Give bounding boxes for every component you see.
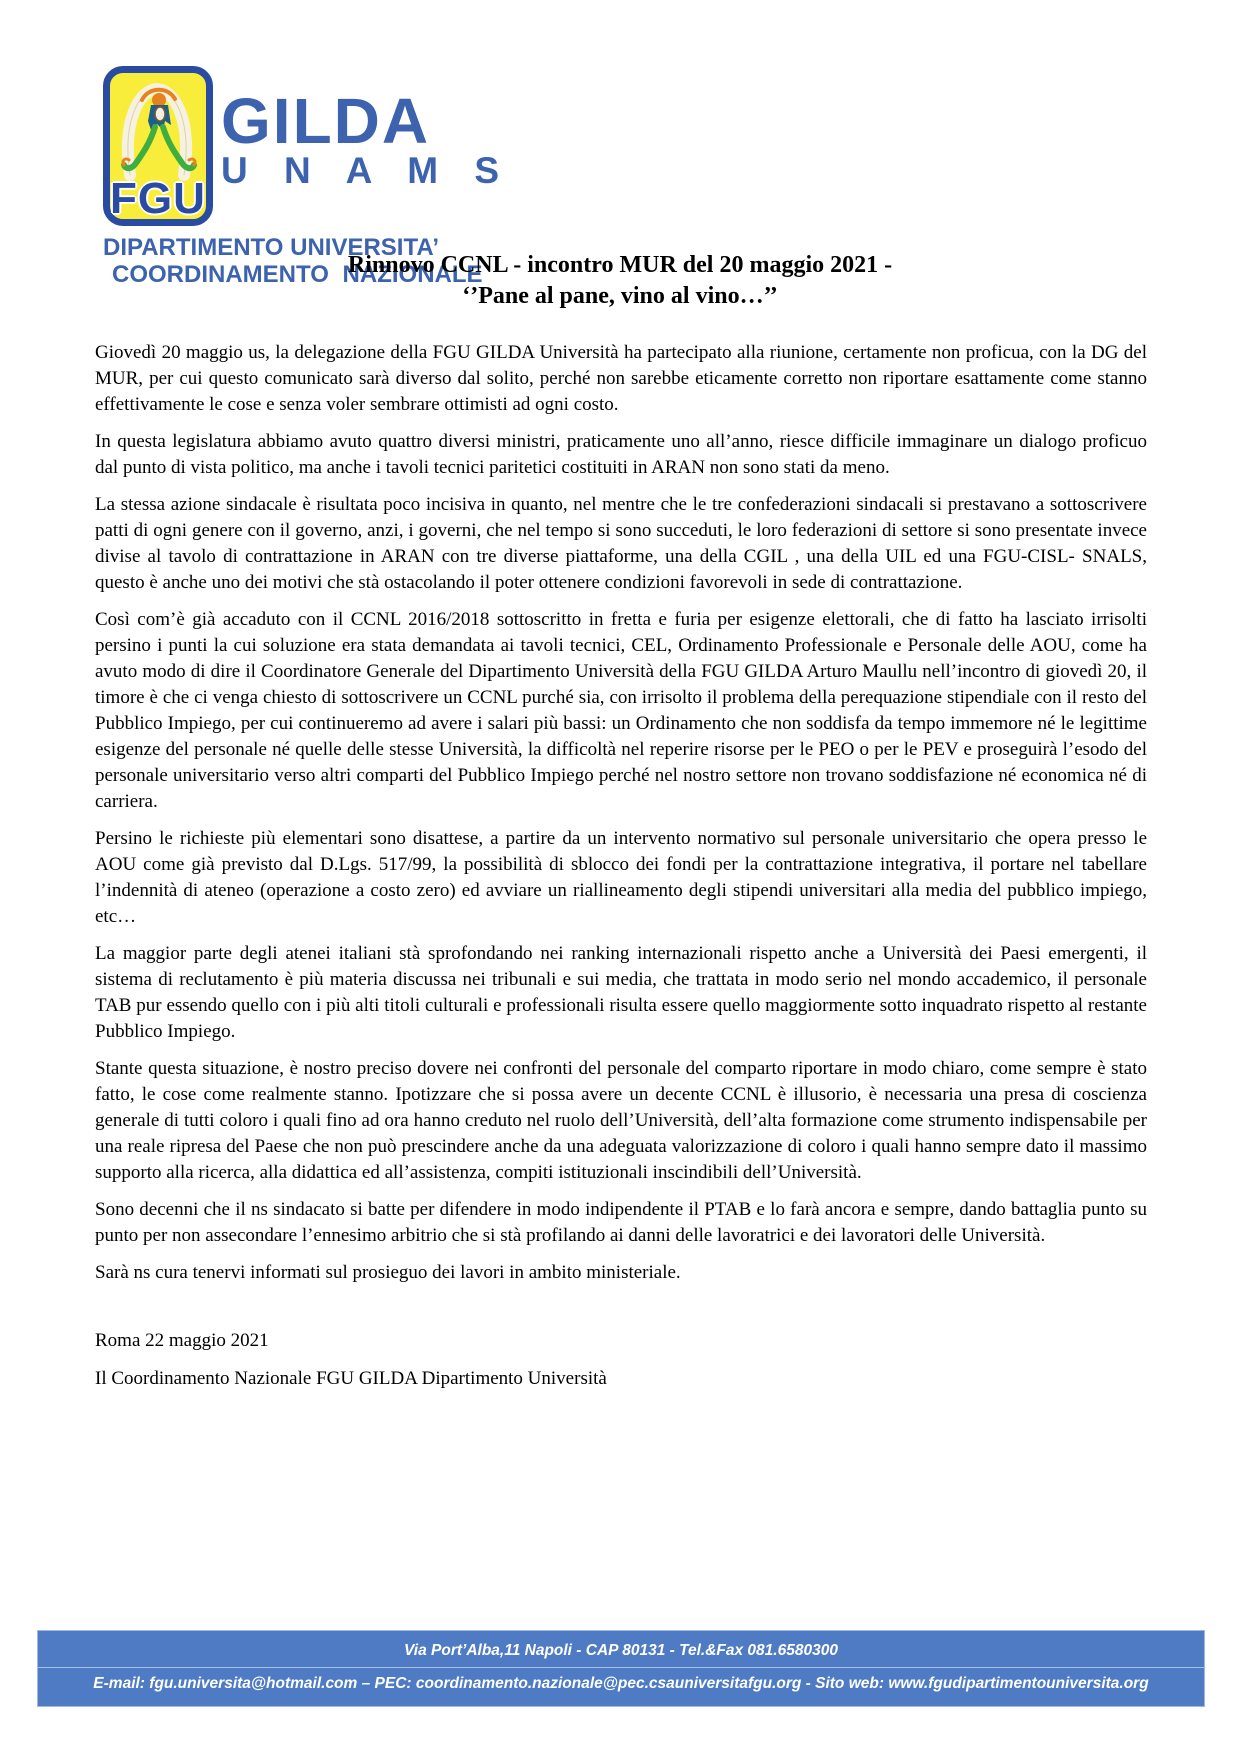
fgu-acronym: FGU (110, 174, 206, 223)
document-body (95, 340, 1147, 1404)
body-paragraph: In questa legislatura abbiamo avuto quattro diversi ministri, praticamente uno all’anno, riesce difficile immaginare un dialogo proficuo dal punto di vista politico, ma anche i tavoli tecnici paritetici costituiti in ARAN non sono stati da meno. (95, 431, 1147, 478)
footer-contacts-line: E-mail: fgu.universita@hotmail.com – PEC: coordinamento.nazionale@pec.csauniversitafgu.org - Sito web: www.fgudipartimentouniversita.org (93, 1675, 1149, 1692)
title-line2: ‘’Pane al pane, vino al vino…’’ (462, 283, 778, 309)
closing-block (95, 1328, 1147, 1392)
footer-address-line: Via Port’Alba,11 Napoli - CAP 80131 - Tel.&Fax 081.6580300 (38, 1631, 1204, 1668)
body-paragraph: Giovedì 20 maggio us, la delegazione della FGU GILDA Università ha partecipato alla riunione, certamente non proficua, con la DG del MUR, per cui questo comunicato sarà diverso dal solito, perché non sarebbe eticamente corretto non riportare esattamente come stanno effettivamente le cose e senza voler sembrare ottimisti ad ogni costo. (95, 342, 1147, 415)
body-paragraph: Così com’è già accaduto con il CCNL 2016/2018 sottoscritto in fretta e furia per esigenze elettorali, che di fatto ha lasciato irrisolti persino i punti la cui soluzione era stata demandata ai tavoli tecnici, CEL, Ordinamento Professionale e Personale delle AOU, come ha avuto modo di dire il Coordinatore Generale del Dipartimento Università della FGU GILDA Arturo Maullu nell’incontro di giovedì 20, il timore è che ci venga chiesto di sottoscrivere un CCNL purché sia, con irrisolto il problema della perequazione stipendiale con il resto del Pubblico Impiego, per cui continueremo ad avere i salari più bassi: un Ordinamento che non soddisfa da tempo immemore né le legittime esigenze del personale né quelle delle stesse Università, la difficoltà nel reperire risorse per le PEO o per le PEV e proseguirà l’esodo del personale universitario verso altri comparti del Pubblico Impiego perché nel nostro settore non trovano soddisfazione né economica né di carriera. (95, 609, 1147, 812)
closing-date: Roma 22 maggio 2021 (95, 1330, 269, 1351)
coordinamento-nazionale-line: COORDINAMENTO NAZIONALE (112, 261, 483, 288)
body-paragraph: La stessa azione sindacale è risultata poco incisiva in quanto, nel mentre che le tre confederazioni sindacali si prestavano a sottoscrivere patti di ogni genere con il governo, anzi, i governi, che nel tempo si sono succeduti, le loro federazioni di settore si sono presentate invece divise al tavolo di contrattazione in ARAN con tre diverse piattaforme, una della CGIL , una della UIL ed una FGU-CISL- SNALS, questo è anche uno dei motivi che stà ostacolando il poter ottenere condizioni favorevoli in sede di contrattazione. (95, 494, 1147, 593)
body-paragraph: La maggior parte degli atenei italiani stà sprofondando nei ranking internazionali rispetto anche a Università dei Paesi emergenti, il sistema di reclutamento è più materia discussa nei tribunali e sui media, che trattata in modo serio nel mondo accademico, il personale TAB pur essendo quello con i più alti titoli culturali e professionali risulta essere quello maggiormente sotto inquadrato rispetto al restante Pubblico Impiego. (95, 943, 1147, 1042)
body-paragraph: Sarà ns cura tenervi informati sul prosieguo dei lavori in ambito ministeriale. (95, 1262, 681, 1283)
closing-signature: Il Coordinamento Nazionale FGU GILDA Dipartimento Università (95, 1368, 607, 1389)
dept-universita-line: DIPARTIMENTO UNIVERSITA’ (103, 234, 440, 261)
fgu-logo-emblem (103, 66, 213, 226)
body-paragraph: Sono decenni che il ns sindacato si batte per difendere in modo indipendente il PTAB e lo farà ancora e sempre, dando battaglia punto su punto per non assecondare l’ennesimo arbitrio che si stà profilando ai danni delle lavoratrici e dei lavoratori delle Università. (95, 1199, 1147, 1246)
unams-wordmark: U N A M S (221, 150, 513, 191)
footer-bar (37, 1630, 1205, 1707)
title-line1: Rinnovo CCNL - incontro MUR del 20 maggio 2021 - (347, 252, 893, 278)
document-title (0, 250, 1240, 312)
body-paragraph: Persino le richieste più elementari sono disattese, a partire da un intervento normativo sul personale universitario che opera presso le AOU come già previsto dal D.Lgs. 517/99, la possibilità di sblocco dei fondi per la contrattazione integrativa, il portare nel tabellare l’indennità di ateneo (operazione a costo zero) ed avviare un riallineamento degli stipendi universitari alla media del pubblico impiego, etc… (95, 828, 1147, 927)
body-paragraph: Stante questa situazione, è nostro preciso dovere nei confronti del personale del comparto riportare in modo chiaro, come sempre è stato fatto, le cose come realmente stanno. Ipotizzare che si possa avere un decente CCNL è illusorio, è necessaria una presa di coscienza generale di tutti coloro i quali fino ad ora hanno creduto nel ruolo dell’Università, dell’alta formazione come strumento indispensabile per una reale ripresa del Paese che non può prescindere anche da una adeguata valorizzazione di coloro i quali hanno sempre dato il massimo supporto alla ricerca, alla didattica ed all’assistenza, compiti istituzionali inscindibili dell’Università. (95, 1058, 1147, 1183)
gilda-wordmark: GILDA (221, 85, 431, 157)
